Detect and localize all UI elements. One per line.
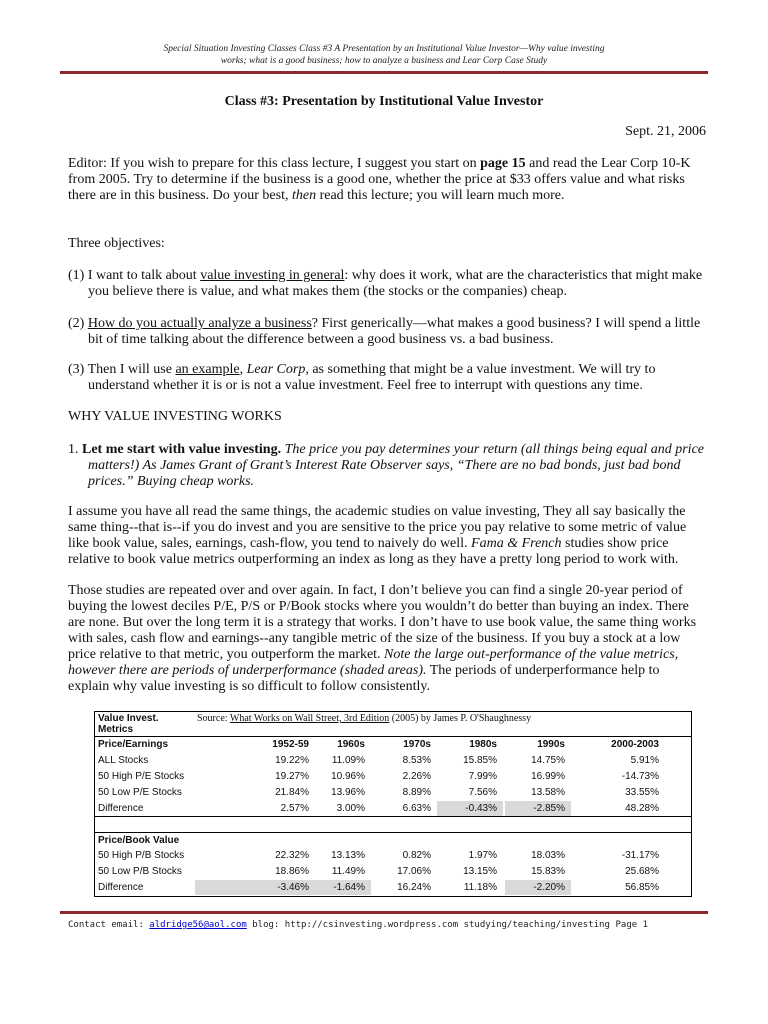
table-row: [95, 880, 691, 895]
table-row: [95, 848, 691, 863]
value-metrics-table: [94, 711, 692, 897]
para1-a: I assume you have all read the same things, the academic studies on value investing, They all say basically the same thing--that is--if you do invest and you are sensitive to the price you pay relative to some metric of value like book value, sales, earnings, cash-flow, you tend to naively do well.: [68, 504, 687, 551]
editor-page-ref: page 15: [480, 156, 526, 171]
table-cell: 48.28%: [625, 803, 659, 814]
row-label: Difference: [98, 882, 144, 893]
table-cell: 15.85%: [463, 755, 497, 766]
objective-3-rest2: , as something that might be a value investment. We will try to: [305, 362, 656, 377]
column-header: 1970s: [403, 739, 431, 750]
objective-2-rest: ? First generically—what makes a good business? I will spend a little: [311, 316, 701, 331]
table-cell: 56.85%: [625, 882, 659, 893]
table-section-rule-1: [95, 816, 691, 817]
point-1-italic-1: The price you pay determines your return (all things being equal and price: [281, 442, 704, 457]
table-cell: 17.06%: [397, 866, 431, 877]
objectives-intro: Three objectives:: [68, 236, 165, 251]
table-source: [197, 713, 531, 724]
table-cell: -14.73%: [621, 771, 659, 782]
table-cell: 13.96%: [331, 787, 365, 798]
footer-page-number: Page 1: [615, 920, 648, 930]
table-cell: 16.99%: [531, 771, 565, 782]
column-header: 2000-2003: [611, 739, 659, 750]
table-cell: 13.15%: [463, 866, 497, 877]
table-cell: 3.00%: [336, 803, 365, 814]
table-cell: 6.63%: [402, 803, 431, 814]
column-header: 1980s: [469, 739, 497, 750]
point-1: [68, 442, 704, 490]
table-cell: -3.46%: [195, 880, 315, 895]
column-header: 1990s: [537, 739, 565, 750]
table-cell: 2.57%: [280, 803, 309, 814]
para2-c: The periods of underperformance help to explain why value investing is so difficult to follow consistently.: [68, 663, 660, 694]
pb-section-row: [95, 833, 691, 848]
table-cell: 19.27%: [275, 771, 309, 782]
table-cell: 14.75%: [531, 755, 565, 766]
table-row: [95, 753, 691, 768]
table-cell: 18.86%: [275, 866, 309, 877]
footer-contact-label: Contact email:: [68, 920, 150, 930]
objective-1-rest: : why does it work, what are the characteristics that might make: [344, 268, 703, 283]
paragraph-studies-repeated: [68, 583, 704, 695]
pe-section-label: Price/Earnings: [98, 739, 169, 750]
header-line-1: Special Situation Investing Classes Class #3 A Presentation by an Institutional Value Investor—Why value investing: [163, 44, 605, 54]
objective-3-lear: Lear Corp: [246, 362, 306, 377]
row-label: 50 High P/E Stocks: [98, 771, 185, 782]
page-footer: [68, 920, 708, 930]
row-label: 50 High P/B Stocks: [98, 850, 185, 861]
table-cell: -2.20%: [505, 880, 571, 895]
document-title: Class #3: Presentation by Institutional Value Investor: [224, 94, 544, 109]
objective-1: [68, 268, 704, 300]
table-cell: 7.56%: [468, 787, 497, 798]
table-header-label: [98, 713, 159, 735]
table-cell: 21.84%: [275, 787, 309, 798]
row-label: 50 Low P/E Stocks: [98, 787, 182, 798]
objective-1-num: (1) I want to talk about: [68, 268, 201, 283]
table-cell: 33.55%: [625, 787, 659, 798]
table-cell: 2.26%: [402, 771, 431, 782]
objective-3-num: (3) Then I will use: [68, 362, 176, 377]
footer-blog: blog: http://csinvesting.wordpress.com studying/teaching/investing: [246, 920, 610, 930]
table-cell: 5.91%: [630, 755, 659, 766]
header-rule: [60, 71, 708, 74]
column-header: 1952-59: [272, 739, 309, 750]
para1-fama-french: Fama & French: [471, 536, 562, 551]
page-header: [60, 43, 708, 67]
point-1-italic-3: prices.” Buying cheap works.: [88, 474, 255, 489]
table-row: [95, 769, 691, 784]
table-cell: -1.64%: [311, 880, 371, 895]
table-cell: 15.83%: [531, 866, 565, 877]
point-1-num: 1.: [68, 442, 82, 457]
table-source-suffix: (2005) by James P. O'Shaughnessy: [389, 713, 532, 724]
table-cell: 10.96%: [331, 771, 365, 782]
editor-paragraph: [68, 156, 704, 204]
table-cell: 11.18%: [463, 882, 497, 893]
table-cell: -2.85%: [505, 801, 571, 816]
table-cell: 13.58%: [531, 787, 565, 798]
header-line-2: works; what is a good business; how to analyze a business and Lear Corp Case Study: [220, 56, 548, 66]
point-1-bold: Let me start with value investing.: [82, 442, 282, 457]
objective-1-cont: you believe there is value, and what makes them (the stocks or the companies) cheap.: [88, 284, 567, 299]
table-header-label-1: Value Invest.: [98, 713, 159, 724]
editor-text-c: and read the Lear Corp 10-K from 2005. Try to determine if the business is a good one, whether the price at $33 offers value and what risks there are in this business. Do your best,: [68, 156, 691, 203]
point-1-italic-2: matters!) As James Grant of Grant’s Interest Rate Observer says, “There are no bad bonds, just bad bond: [88, 458, 681, 473]
objective-2-cont: bit of time talking about the difference between a good business vs. a bad business.: [88, 332, 554, 347]
table-cell: -0.43%: [437, 801, 503, 816]
table-row: [95, 864, 691, 879]
table-cell: 11.09%: [331, 755, 365, 766]
table-cell: 18.03%: [531, 850, 565, 861]
para1-c: studies show price relative to book value metrics outperforming an index as long as they have a pretty long period to work with.: [68, 536, 679, 567]
table-source-title: What Works on Wall Street, 3rd Edition: [229, 713, 390, 724]
row-label: ALL Stocks: [98, 755, 149, 766]
editor-then: then: [291, 188, 317, 203]
objective-3-cont: understand whether it is or is not a value investment. Feel free to interrupt with questions any time.: [88, 378, 643, 393]
table-cell: -31.17%: [621, 850, 659, 861]
objective-2-underlined: How do you actually analyze a business: [87, 316, 312, 331]
table-columns-row: [95, 737, 691, 752]
footer-rule: [60, 911, 708, 914]
table-cell: 11.49%: [331, 866, 365, 877]
table-cell: 13.13%: [331, 850, 365, 861]
table-row: [95, 801, 691, 816]
row-label: 50 Low P/B Stocks: [98, 866, 182, 877]
objective-2-num: (2): [68, 316, 88, 331]
table-cell: 19.22%: [275, 755, 309, 766]
row-label: Difference: [98, 803, 144, 814]
document-date: Sept. 21, 2006: [625, 124, 706, 139]
table-row: [95, 785, 691, 800]
editor-text-a: Editor: If you wish to prepare for this class lecture, I suggest you start on: [68, 156, 481, 171]
table-cell: 7.99%: [468, 771, 497, 782]
footer-email-link[interactable]: aldridge56@aol.com: [149, 920, 247, 930]
column-header: 1960s: [337, 739, 365, 750]
objective-3-underlined: an example: [175, 362, 240, 377]
paragraph-academic-studies: [68, 504, 704, 568]
objective-3: [68, 362, 704, 394]
table-cell: 25.68%: [625, 866, 659, 877]
table-cell: 0.82%: [402, 850, 431, 861]
section-heading: WHY VALUE INVESTING WORKS: [68, 409, 282, 424]
table-cell: 1.97%: [468, 850, 497, 861]
pb-section-label: Price/Book Value: [98, 835, 180, 846]
objective-1-underlined: value investing in general: [200, 268, 345, 283]
objective-2: [68, 316, 704, 348]
table-cell: 22.32%: [275, 850, 309, 861]
para2-italic-note: Note the large out-performance of the value metrics, however there are periods of underperformance (shaded areas).: [68, 647, 679, 678]
table-cell: 8.89%: [402, 787, 431, 798]
objective-3-rest: ,: [239, 362, 247, 377]
table-header-label-2: Metrics: [98, 724, 134, 735]
editor-text-e: read this lecture; you will learn much more.: [316, 188, 565, 203]
table-cell: 16.24%: [397, 882, 431, 893]
table-cell: 8.53%: [402, 755, 431, 766]
table-source-prefix: Source:: [197, 713, 230, 724]
para2-a: Those studies are repeated over and over again. In fact, I don’t believe you can find a single 20-year period of buying the lowest deciles P/E, P/S or P/Book stocks where you wouldn’t do better than buying an index. There are none. But over the long term it is a strategy that works. I don’t have to use book value, the same thing works with sales, cash flow and earnings--any tangible metric of the size of the business. If you buy a stock at a low price relative to that metric, you outperform the market.: [68, 583, 697, 662]
